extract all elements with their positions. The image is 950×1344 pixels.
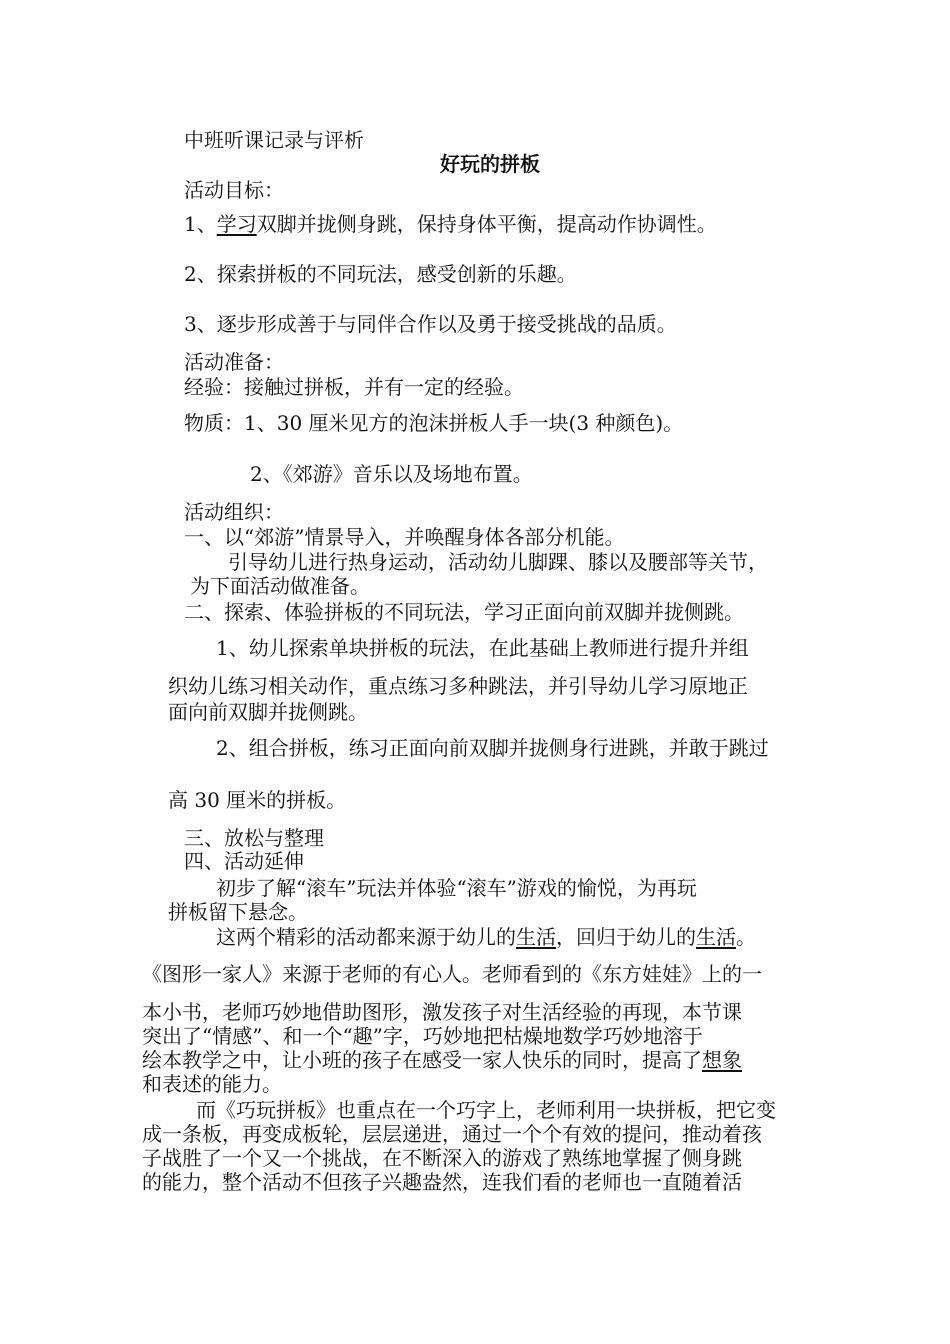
step-1-desc-line-1: 引导幼儿进行热身运动，活动幼儿脚踝、膝以及腰部等关节，: [228, 550, 768, 574]
review-1-text-a: 这两个精彩的活动都来源于幼儿的: [216, 925, 516, 949]
step-2-1-line-2: 织幼儿练习相关动作，重点练习多种跳法，并引导幼儿学习原地正: [168, 674, 748, 698]
review-line-3: 本小书，老师巧妙地借助图形，激发孩子对生活经验的再现，本节课: [142, 1000, 742, 1024]
goal-1-number: 1、: [184, 212, 217, 236]
doc-header: 中班听课记录与评析: [184, 128, 364, 152]
review-5-text: 绘本教学之中，让小班的孩子在感受一家人快乐的同时，提高了: [142, 1048, 702, 1072]
goal-item-1: [184, 212, 717, 236]
review-line-9: 子战胜了一个又一个挑战，在不断深入的游戏了熟练地掌握了侧身跳: [142, 1146, 742, 1170]
review-line-8: 成一条板，再变成板轮，层层递进，通过一个个有效的提问，推动着孩: [142, 1122, 762, 1146]
goal-item-3: 3、逐步形成善于与同伴合作以及勇于接受挑战的品质。: [184, 312, 677, 336]
goal-1-text: 双脚并拢侧身跳，保持身体平衡，提高动作协调性。: [256, 212, 717, 236]
prep-heading: 活动准备：: [184, 350, 284, 374]
org-heading: 活动组织：: [184, 500, 284, 524]
review-1-link-1[interactable]: 生活: [516, 925, 556, 949]
doc-title: 好玩的拼板: [440, 152, 540, 176]
goals-heading: 活动目标：: [184, 178, 284, 202]
step-2-1-line-3: 面向前双脚并拢侧跳。: [168, 700, 368, 724]
review-line-2: 《图形一家人》来源于老师的有心人。老师看到的《东方娃娃》上的一: [142, 962, 762, 986]
review-line-6: 和表述的能力。: [142, 1072, 282, 1096]
review-line-1: [216, 925, 756, 949]
extension-line-2: 拼板留下悬念。: [168, 900, 308, 924]
review-1-text-c: 。: [736, 925, 756, 949]
prep-material-1: 物质：1、30 厘米见方的泡沫拼板人手一块(3 种颜色)。: [184, 411, 684, 435]
step-2-1-line-1: 1、幼儿探索单块拼板的玩法，在此基础上教师进行提升并组: [216, 636, 749, 660]
step-1: 一、以“郊游”情景导入，并唤醒身体各部分机能。: [184, 525, 625, 549]
review-line-5: [142, 1048, 742, 1072]
prep-material-2: 2、《郊游》音乐以及场地布置。: [250, 462, 533, 486]
review-1-link-2[interactable]: 生活: [696, 925, 736, 949]
step-1-desc-line-2: 为下面活动做准备。: [190, 574, 370, 598]
review-line-10: 的能力，整个活动不但孩子兴趣盎然，连我们看的老师也一直随着活: [142, 1170, 742, 1194]
step-2-2-line-1: 2、组合拼板，练习正面向前双脚并拢侧身行进跳，并敢于跳过: [216, 736, 769, 760]
extension-line-1: 初步了解“滚车”玩法并体验“滚车”游戏的愉悦，为再玩: [216, 876, 697, 900]
review-line-4: 突出了“情感”、和一个“趣”字，巧妙地把枯燥地数学巧妙地溶于: [142, 1024, 703, 1048]
review-5-link[interactable]: 想象: [702, 1048, 742, 1072]
step-3: 三、放松与整理: [184, 826, 324, 850]
review-1-text-b: ，回归于幼儿的: [556, 925, 696, 949]
review-line-7: 而《巧玩拼板》也重点在一个巧字上，老师利用一块拼板，把它变: [196, 1098, 776, 1122]
prep-experience: 经验：接触过拼板，并有一定的经验。: [184, 375, 524, 399]
goal-1-link[interactable]: 学习: [216, 212, 257, 236]
step-2-2-line-2: 高 30 厘米的拼板。: [168, 788, 347, 812]
goal-item-2: 2、探索拼板的不同玩法，感受创新的乐趣。: [184, 262, 577, 286]
step-2: 二、探索、体验拼板的不同玩法，学习正面向前双脚并拢侧跳。: [184, 600, 744, 624]
step-4: 四、活动延伸: [184, 849, 304, 873]
